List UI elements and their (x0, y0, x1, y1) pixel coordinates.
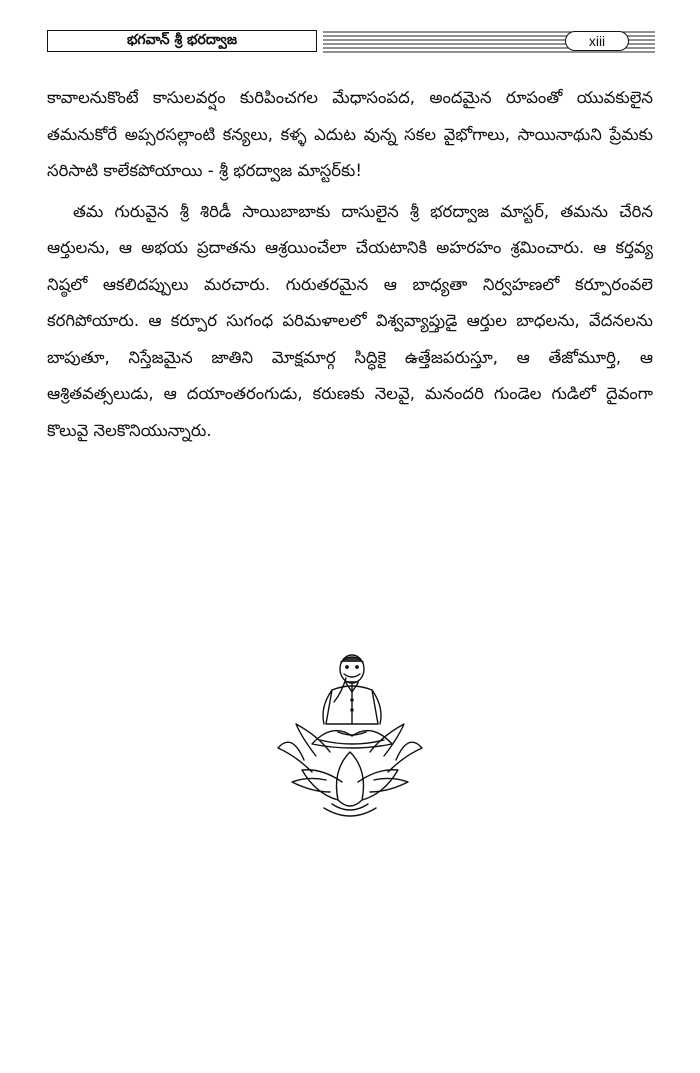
paragraph-2: తమ గురువైన శ్రీ శిరిడీ సాయిబాబాకు దాసులైన శ్రీ భరద్వాజ మాస్టర్, తమను చేరిన ఆర్తులను, ఆ అభయ ప్రదాతను ఆశ్రయించేలా చేయటానికి అహరహం శ్రమించారు. ఆ కర్తవ్య నిష్ఠలో ఆకలిదప్పులు మరచారు. గురుతరమైన ఆ బాధ్యతా నిర్వహణలో కర్పూరంవలె కరగిపోయారు. ఆ కర్పూర సుగంధ పరిమళాలలో విశ్వవ్యాప్తుడై ఆర్తుల బాధలను, వేదనలను బాపుతూ, నిస్తేజమైన జాతిని మోక్షమార్గ సిద్ధికై ఉత్తేజపరుస్తూ, ఆ తేజోమూర్తి, ఆ ఆశ్రితవత్సలుడు, ఆ దయాంతరంగుడు, కరుణకు నెలవై, మనందరి గుండెల గుడిలో దైవంగా కొలువై నెలకొనియున్నారు. (47, 201, 653, 440)
book-title: భగవాన్ శ్రీ భరద్వాజ (47, 30, 317, 52)
page-number: xiii (565, 31, 629, 51)
body-text (47, 80, 653, 453)
running-header (47, 30, 655, 54)
paragraph-1: కావాలనుకొంటే కాసులవర్షం కురిపించగల మేధాసంపద, అందమైన రూపంతో యువకులైన తమనుకోరే అప్సరసల్లాంటి కన్యలు, కళ్ళ ఎదుట వున్న సకల వైభోగాలు, సాయినాథుని ప్రేమకు సరిసాటి కాలేకపోయాయి - శ్రీ భరద్వాజ మాస్టర్‌కు! (47, 88, 653, 180)
seated-master-on-lotus-illustration (272, 652, 428, 822)
